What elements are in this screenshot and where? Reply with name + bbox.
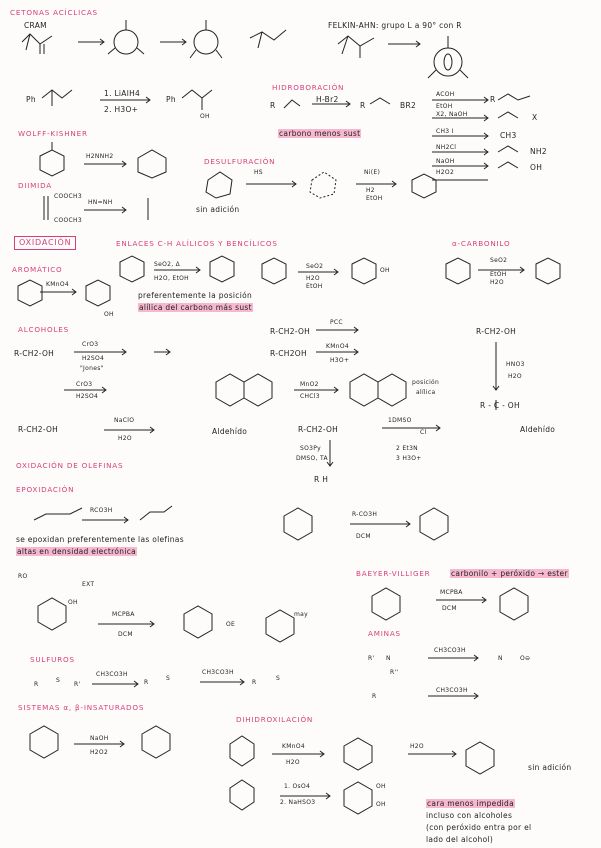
dimida-cooch3a: COOCH3: [54, 193, 82, 200]
sistemas-naoh: NaOH: [90, 735, 109, 742]
cram-product: [250, 30, 286, 48]
ph-ketone: [42, 90, 72, 106]
hb-reagent: H-Br2: [316, 95, 339, 104]
rco3h-label: RCO3H: [90, 507, 113, 514]
alc-aldehido: Aldehído: [212, 427, 248, 436]
enlaces-title: ENLACES C-H ALÍLICOS Y BENCÍLICOS: [116, 239, 278, 248]
dih-n4: lado del alcohol): [426, 835, 494, 844]
aromatico-reagent: KMnO4: [46, 281, 69, 288]
hb-acoh: ACOH: [436, 91, 455, 98]
dihidrox-title: DIHIDROXILACIÓN: [236, 715, 314, 724]
alc-dmso: DMSO, TA: [296, 455, 328, 462]
hb-note: [278, 130, 361, 138]
epox-note1: se epoxidan preferentemente las olefinas: [16, 535, 184, 544]
dih-n1: [426, 800, 515, 808]
wolff-title: WOLFF-KISHNER: [18, 129, 88, 138]
dih-oso4: 1. OsO4: [284, 783, 311, 790]
ph-label: Ph: [26, 95, 36, 104]
oe-label: OE: [226, 621, 236, 628]
newman-projection-2: [190, 20, 222, 58]
ph-alcohol: [182, 90, 212, 110]
alc-cooh: R - C - OH: [480, 401, 520, 410]
aminas-oplus: O⊖: [520, 655, 531, 662]
sulf-r: R: [34, 681, 39, 688]
felkin-newman: [428, 36, 468, 78]
oh-label-2: OH: [68, 599, 78, 606]
lialh4-label: 1. LiAlH4: [104, 89, 141, 98]
baeyer-title: BAEYER-VILLIGER: [356, 569, 431, 578]
desulf-title: DESULFURACIÓN: [204, 157, 276, 166]
h2o2-label: H2O: [490, 279, 504, 286]
alcoholes-title: ALCOHOLES: [18, 325, 69, 334]
dcm-label: DCM: [356, 533, 371, 540]
dimida-title: DIIMIDA: [18, 181, 53, 190]
baeyer-dcm: DCM: [442, 605, 457, 612]
cetonas-title: CETONAS ACÍCLICAS: [10, 8, 98, 17]
sulf-s3: S: [276, 675, 281, 682]
rco3h2-label: R-CO3H: [352, 511, 378, 518]
aromatico-title: AROMÁTICO: [12, 265, 63, 274]
sulfuros-title: SULFUROS: [30, 655, 75, 664]
dcm2-label: DCM: [118, 631, 133, 638]
alc-jones: "Jones": [80, 365, 104, 372]
alc-r1: R-CH2-OH: [14, 349, 55, 358]
alc-cl: Cl: [420, 429, 427, 436]
hb-naoh: NaOH: [436, 158, 455, 165]
ext-label: EXT: [82, 581, 95, 588]
hb-p-ch3: CH3: [500, 131, 517, 140]
felkin-label: FELKIN-AHN: grupo L a 90° con R: [328, 21, 462, 30]
alc-so3py: SO3Py: [300, 445, 322, 452]
hb-r2: R: [360, 101, 366, 110]
aromatico-oh: OH: [104, 311, 114, 318]
baeyer-note-text: carbonilo + peróxido → ester: [451, 569, 568, 578]
hb-p-oh: OH: [530, 163, 543, 172]
hb-p-r1: R: [490, 95, 496, 104]
hb-r: R: [270, 101, 276, 110]
hb-x2: X2, NaOH: [436, 111, 468, 118]
desulf-etoh: EtOH: [366, 195, 383, 202]
alc-r3: R-CH2OH: [270, 349, 307, 358]
alc-h2so4b: H2SO4: [76, 393, 99, 400]
aminas-reagent: CH3CO3H: [434, 647, 466, 654]
oxidacion-title: OXIDACIÓN: [14, 236, 76, 250]
dih-n1-text: cara menos impedida: [427, 799, 515, 808]
sistemas-title: SISTEMAS α, β-INSATURADOS: [18, 703, 145, 712]
etoh2-label: EtOH: [490, 271, 507, 278]
desulf-h2: H2: [366, 187, 375, 194]
sulf-r3: R: [252, 679, 257, 686]
dih-kmno4: KMnO4: [282, 743, 305, 750]
ro-label: RO: [18, 573, 28, 580]
dih-nahso3: 2. NaHSO3: [280, 799, 316, 806]
alc-pcc: PCC: [330, 319, 343, 326]
sulf-s: S: [56, 677, 61, 684]
sulf-r2: R: [144, 679, 149, 686]
hb-h2o2: H2O2: [436, 169, 455, 176]
olefinas-title: OXIDACIÓN DE OLEFINAS: [16, 461, 124, 470]
cyclohexane-ring: [138, 150, 166, 178]
h3o-label: 2. H3O+: [104, 105, 139, 114]
note2: [138, 304, 253, 312]
alc-hno3: HNO3: [506, 361, 525, 368]
alc-rch2oh: R-CH2-OH: [476, 327, 517, 336]
h2o-label: H2O: [306, 275, 320, 282]
alc-mno2: MnO2: [300, 381, 319, 388]
alc-posicion: posición: [412, 379, 440, 386]
hb-nh2cl: NH2Cl: [436, 144, 457, 151]
cram-ketone-structure: [22, 34, 52, 54]
h2o-etoh-label: H2O, EtOH: [154, 275, 189, 282]
sulf-reagent1: CH3CO3H: [96, 671, 128, 678]
alc-h2o: H2O: [508, 373, 522, 380]
alc-h2o-b: H2O: [118, 435, 132, 442]
alc-rh: R H: [314, 475, 329, 484]
sulf-s2: S: [166, 675, 171, 682]
alc-r2: R-CH2-OH: [270, 327, 311, 336]
alc-rch2oh2: R-CH2-OH: [298, 425, 339, 434]
alc-kmno4: KMnO4: [326, 343, 349, 350]
note1: preferentemente la posición: [138, 291, 253, 300]
desulf-reagent: HS: [254, 169, 263, 176]
desulf-ni: Ni(E): [364, 169, 381, 176]
sulf-rp: R': [74, 681, 81, 688]
aminas-title: AMINAS: [368, 629, 401, 638]
aminas-n2: N: [498, 655, 503, 662]
sistemas-h2o2: H2O2: [90, 749, 109, 756]
sulf-reagent2: CH3CO3H: [202, 669, 234, 676]
oh-product: OH: [380, 267, 390, 274]
alc-cro3b: CrO3: [76, 381, 93, 388]
alc-rch2oh-b: R-CH2-OH: [18, 425, 59, 434]
alc-dmso2: 1DMSO: [388, 417, 412, 424]
alc-h2so4: H2SO4: [82, 355, 105, 362]
alc-h3o2: 3 H3O+: [396, 455, 422, 462]
aminas-r2: R'': [390, 669, 399, 676]
dimida-cooch3b: COOCH3: [54, 217, 82, 224]
aminas-reagent2: CH3CO3H: [436, 687, 468, 694]
seo2c-label: SeO2: [490, 257, 508, 264]
seo2-label: SeO2, Δ: [154, 261, 181, 268]
baeyer-mcpba: MCPBA: [440, 589, 463, 596]
note2-text: alílica del carbono más sust: [139, 303, 252, 312]
hb-p-nh2: NH2: [530, 147, 547, 156]
aminas-r: R: [372, 693, 377, 700]
dimida-note: sin adición: [196, 205, 240, 214]
hb-etoh: EtOH: [436, 103, 453, 110]
aminas-n: N: [386, 655, 391, 662]
felkin-ketone: [338, 36, 374, 58]
dih-h2o2: H2O: [410, 743, 424, 750]
alc-naclo: NaClO: [114, 417, 135, 424]
dimida-reagent: HN=NH: [88, 199, 113, 206]
baeyer-note: [450, 570, 569, 578]
epox-note2: [16, 548, 137, 556]
alfa-title: α-CARBONILO: [452, 239, 511, 248]
alc-aldehido2: Aldehído: [520, 425, 556, 434]
alc-chcl3: CHCl3: [300, 393, 320, 400]
cyclohexanone-ring: [40, 150, 64, 176]
mcpba-label: MCPBA: [112, 611, 135, 618]
alc-h3o: H3O+: [330, 357, 350, 364]
alc-cro3: CrO3: [82, 341, 99, 348]
aminas-r1: R': [368, 655, 375, 662]
hb-ch3i: CH3 I: [436, 128, 454, 135]
hb-p-x: X: [532, 113, 538, 122]
dih-h2o: H2O: [286, 759, 300, 766]
newman-projection: [108, 20, 144, 54]
dih-oh: OH: [376, 783, 386, 790]
hidroboracion-title: HIDROBORACIÓN: [272, 83, 345, 92]
ph-product-label: Ph: [166, 95, 176, 104]
cram-label: CRAM: [24, 21, 47, 30]
epox-note2-text: altas en densidad electrónica: [17, 547, 137, 556]
dih-n2: incluso con alcoholes: [426, 811, 513, 820]
hb-br2: BR2: [400, 101, 417, 110]
seo2b-label: SeO2: [306, 263, 324, 270]
dih-sin: sin adición: [528, 763, 572, 772]
dih-n3: (con peróxido entra por el: [426, 823, 532, 832]
hb-note-text: carbono menos sust: [279, 129, 361, 138]
alc-et3n: 2 Et3N: [396, 445, 418, 452]
alc-alilica: alílica: [416, 389, 436, 396]
dih-oh2: OH: [376, 801, 386, 808]
may-label: may: [294, 611, 308, 618]
etoh-label: EtOH: [306, 283, 323, 290]
epox-title: EPOXIDACIÓN: [16, 485, 75, 494]
oh-label: OH: [200, 113, 210, 120]
wolff-reagent: H2NNH2: [86, 153, 114, 160]
